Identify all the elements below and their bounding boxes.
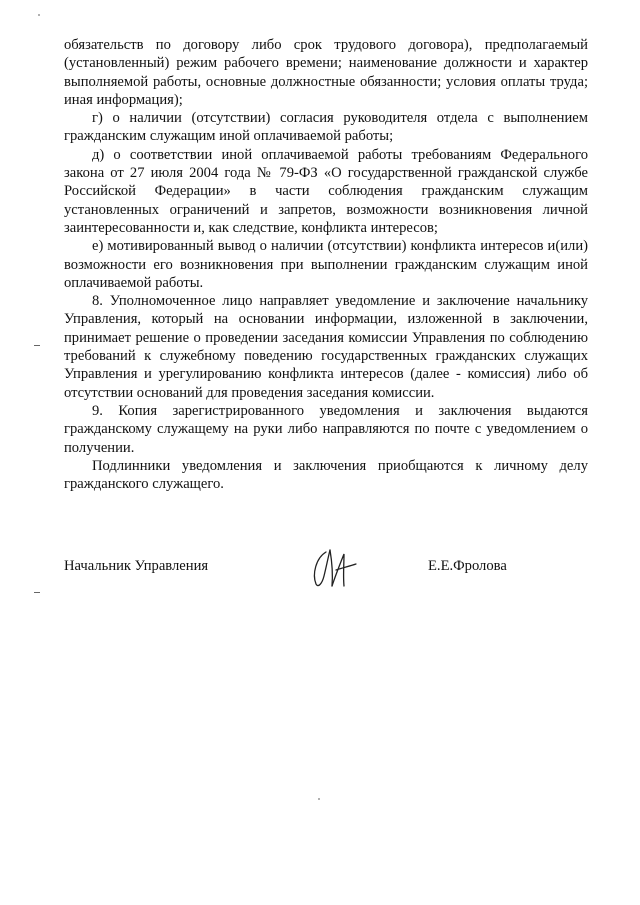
scan-dot [318,798,320,800]
signature-block [64,556,588,596]
margin-mark [34,592,40,593]
document-body [64,36,588,493]
paragraph-originals: Подлинники уведомления и заключения приобщаются к личному делу гражданского служащего. [64,457,588,493]
paragraph-item-e: е) мотивированный вывод о наличии (отсутствии) конфликта интересов и(или) возможности его возникновения при выполнении гражданским служащим иной оплачиваемой работы. [64,238,588,291]
paragraph-continuation: обязательств по договору либо срок трудового договора), предполагаемый (установленный) режим рабочего времени; наименование должности и характер выполняемой работы, основные должностные обязанности; условия оплаты труда; иная информация); [64,37,588,108]
signatory-name: Е.Е.Фролова [428,558,507,574]
scan-dot [38,14,40,16]
paragraph-item-d: д) о соответствии иной оплачиваемой работы требованиям Федерального закона от 27 июля 2004 года № 79-ФЗ «О государственной гражданской службе Российской Федерации» в части соблюдения гражданским служащим установленных ограничений и запретов, возможности возникновения личной заинтересованности и, как следствие, конфликта интересов; [64,146,588,236]
margin-mark [34,345,40,346]
handwritten-signature [306,544,358,592]
paragraph-clause-9: 9. Копия зарегистрированного уведомления и заключения выдаются гражданскому служащему на руки либо направляются по почте с уведомлением о получении. [64,402,588,456]
paragraph-item-g: г) о наличии (отсутствии) согласия руководителя отдела с выполнением гражданским служащим иной оплачиваемой работы; [64,110,588,145]
signatory-title: Начальник Управления [64,558,209,574]
paragraph-clause-8: 8. Уполномоченное лицо направляет уведомление и заключение начальнику Управления, который на основании информации, изложенной в заключении, принимает решение о проведении заседания комиссии Управления по соблюдению требований к служебному поведению государственных гражданских служащих Управления и урегулированию конфликта интересов (далее - комиссия) либо об отсутствии оснований для проведения заседания комиссии. [64,293,588,401]
